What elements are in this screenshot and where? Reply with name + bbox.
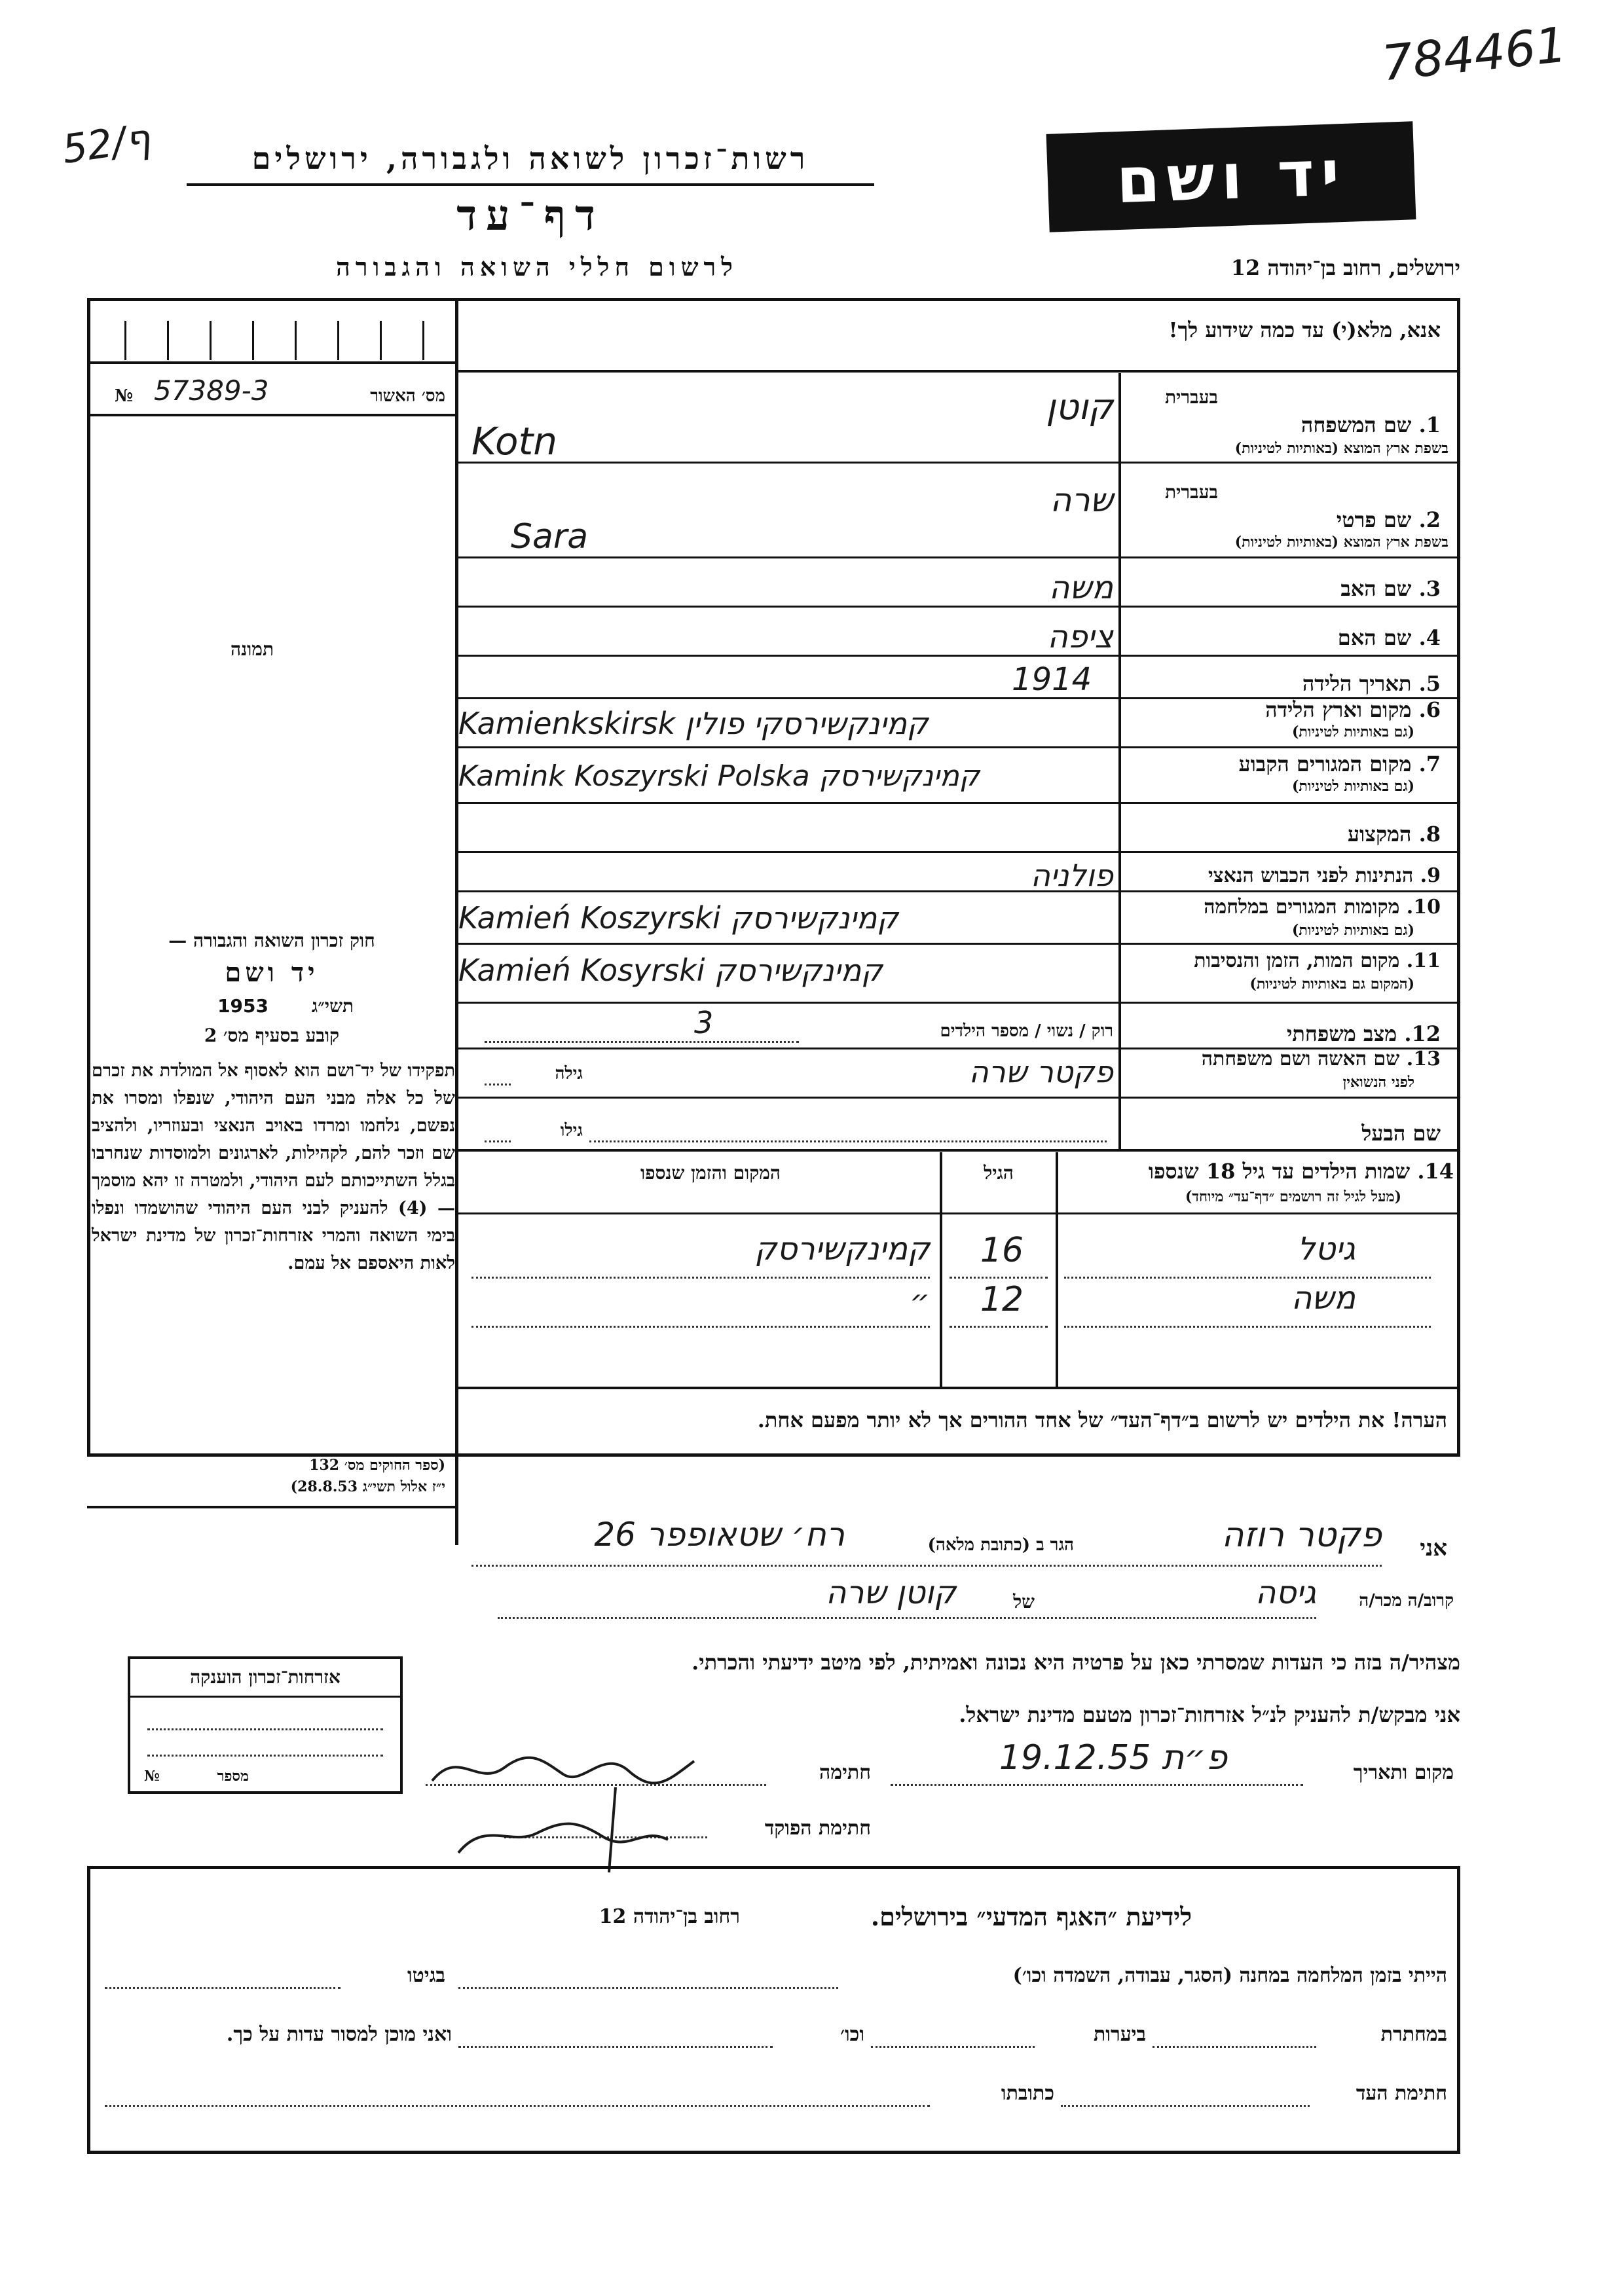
children-table-title: 14. שמות הילדים עד גיל 18 שנספו bbox=[1148, 1159, 1454, 1184]
f10-value: Kamień Koszyrski קמינקשירסק bbox=[458, 900, 898, 936]
children-table-note: (מעל לגיל זה רושמים ״דף־עד״ מיוחד) bbox=[1185, 1188, 1401, 1205]
f10-label: 10. מקומות המגורים במלחמה bbox=[1204, 896, 1441, 919]
husband-name-label: שם הבעל bbox=[1361, 1121, 1441, 1146]
declarant-i-label: אני bbox=[1420, 1535, 1447, 1561]
photo-label: תמונה bbox=[230, 638, 274, 660]
f4-value: ציפה bbox=[1047, 619, 1113, 655]
citizenship-number-label: מספר bbox=[217, 1768, 249, 1785]
f1-sub-label: בשפת ארץ המוצא (באותיות לטיניות) bbox=[1234, 440, 1449, 457]
scientific-dept-address: רחוב בן־יהודה 12 bbox=[599, 1905, 740, 1928]
intro-instruction: אנא, מלא(י) עד כמה שידוע לך! bbox=[1168, 318, 1441, 342]
form-subtitle: לרשום חללי השואה והגבורה bbox=[336, 252, 738, 282]
f9-value: פולניה bbox=[1030, 858, 1113, 893]
law-text: תפקידו של יד־ושם הוא לאסוף אל המולדת את זכרם של כל אלה מבני העם היהודי, שנפלו ומסרו את נפשם, נלחמו ומרדו באויב הנאצי ובעוזריו, ולהציב שם וזכר להם, לקהילות, לארגונים ולמוסדות שנחרבו בגלל השתייכותם לעם היהודי, ולמטרה זו יהא מוסמך — (4) להעניק לבני העם היהודי שהושמדו ונפלו בימי השואה והמרי אזרחות־זכרון של מדינת ישראל לאות היאספם אל עמם. bbox=[92, 1061, 455, 1273]
f7-label: 7. מקום המגורים הקבוע bbox=[1238, 752, 1441, 776]
f9-label: 9. הנתינות לפני הכבוש הנאצי bbox=[1208, 864, 1441, 887]
child-age: 16 bbox=[980, 1231, 1024, 1270]
f11-label: 11. מקום המות, הזמן והנסיבות bbox=[1194, 949, 1441, 972]
citizenship-box-title: אזרחות־זכרון הוענקה bbox=[190, 1666, 341, 1688]
f2-sub-label: בשפת ארץ המוצא (באותיות לטיניות) bbox=[1234, 534, 1449, 551]
relation-value: גיסה bbox=[1255, 1575, 1316, 1611]
place-date-value: פ״ת 19.12.55 bbox=[999, 1738, 1228, 1777]
f4-label: 4. שם האם bbox=[1337, 625, 1441, 650]
underground-label: במחתרת bbox=[1380, 2023, 1447, 2046]
children-col-place: המקום והזמן שנספו bbox=[640, 1162, 781, 1184]
law-name: יד ושם bbox=[225, 957, 319, 988]
signature-label: חתימה bbox=[819, 1761, 871, 1784]
f1-hebrew-value: קוטן bbox=[1046, 386, 1113, 428]
f5-label: 5. תאריך הלידה bbox=[1302, 671, 1441, 696]
f12-options: רוק / נשוי / מספר הילדים bbox=[940, 1021, 1113, 1041]
address-label: הגר ב (כתובת מלאה) bbox=[927, 1535, 1074, 1555]
f1-label: 1. שם המשפחה bbox=[1301, 412, 1441, 437]
children-col-age: הגיל bbox=[984, 1162, 1014, 1184]
law-citation-2: י״ז אלול תשי״ג 28.8.53) bbox=[290, 1478, 445, 1495]
f2-in-hebrew-label: בעברית bbox=[1164, 481, 1218, 503]
law-citation-1: (ספר החוקים מס׳ 132 bbox=[309, 1457, 445, 1474]
officer-signature-label: חתימת הפוקד bbox=[764, 1817, 871, 1840]
child-age: 12 bbox=[980, 1280, 1024, 1319]
f7-sub-label: (גם באותיות לטיניות) bbox=[1291, 778, 1414, 795]
law-year: 1953 bbox=[217, 995, 268, 1017]
f7-value: Kamink Koszyrski Polska קמינקשירסק bbox=[458, 759, 980, 793]
child-place: קמינקשירסק bbox=[754, 1231, 930, 1267]
f11-value: Kamień Kosyrski קמינקשירסק bbox=[458, 953, 883, 988]
law-title: חוק זכרון השואה והגבורה — bbox=[168, 930, 375, 951]
law-clause: קובע בסעיף מס׳ 2 bbox=[204, 1025, 340, 1046]
witness-address-label: כתובתו bbox=[1001, 2082, 1054, 2105]
place-date-label: מקום ותאריך bbox=[1353, 1761, 1454, 1784]
f3-value: משה bbox=[1049, 570, 1113, 606]
f12-children-count: 3 bbox=[694, 1005, 714, 1040]
f8-label: 8. המקצוע bbox=[1347, 822, 1441, 847]
relation-label: קרוב/ה מכר/ה bbox=[1359, 1591, 1454, 1611]
wife-age-label: גילה bbox=[555, 1064, 583, 1084]
citizenship-request: אני מבקש/ת להעניק לנ״ל אזרחות־זכרון מטעם מדינת ישראל. bbox=[959, 1702, 1460, 1727]
margin-record-number: 784461 bbox=[1379, 16, 1570, 92]
declarant-signature bbox=[419, 1722, 773, 1879]
declarant-address: רח׳ שטאופפר 26 bbox=[594, 1516, 845, 1554]
f6-sub-label: (גם באותיות לטיניות) bbox=[1291, 723, 1414, 740]
law-year-hebrew: תשי״ג bbox=[311, 995, 354, 1017]
approval-prefix: № bbox=[115, 386, 134, 406]
citizenship-number-prefix: № bbox=[144, 1768, 160, 1785]
etc-label: וכו׳ bbox=[840, 2023, 864, 2046]
f5-value: 1914 bbox=[1012, 661, 1092, 698]
witness-signature-label: חתימת העד bbox=[1356, 2082, 1447, 2105]
ghetto-label: בגיטו bbox=[407, 1964, 445, 1987]
f10-sub-label: (גם באותיות לטיניות) bbox=[1291, 922, 1414, 939]
approval-label: מס׳ האשור bbox=[370, 386, 445, 406]
approval-number: 57389-3 bbox=[154, 374, 269, 407]
child-name: גיטל bbox=[1297, 1231, 1356, 1267]
declaration-statement: מצהיר/ה בזה כי העדות שמסרתי כאן על פרטיה היא נכונה ואמיתית, לפי מיטב ידיעתי והכרתי. bbox=[692, 1650, 1460, 1675]
child-place: ״ bbox=[910, 1283, 930, 1320]
authority-name: רשות־זכרון לשואה ולגבורה, ירושלים bbox=[251, 141, 809, 176]
f1-in-hebrew-label: בעברית bbox=[1164, 386, 1218, 408]
f6-label: 6. מקום וארץ הלידה bbox=[1265, 697, 1441, 722]
f13-sub-label: לפני הנשואין bbox=[1342, 1074, 1414, 1091]
husband-age-label: גילו bbox=[560, 1121, 583, 1140]
of-value: קוטן שרה bbox=[825, 1575, 956, 1611]
f11-sub-label: (המקום גם באותיות לטיניות) bbox=[1249, 975, 1414, 993]
willing-to-testify-label: ואני מוכן למסור עדות על כך. bbox=[226, 2023, 452, 2046]
scientific-dept-title: לידיעת ״האגף המדעי״ בירושלים. bbox=[870, 1902, 1192, 1931]
children-remark: הערה! את הילדים יש לרשום ב״דף־העד״ של אחד ההורים אך לא יותר מפעם אחת. bbox=[757, 1408, 1447, 1432]
yad-vashem-logo bbox=[1046, 121, 1416, 232]
f1-latin-value: Kotn bbox=[471, 419, 557, 464]
f13-value: פקטר שרה bbox=[969, 1054, 1113, 1089]
of-label: של bbox=[1013, 1591, 1035, 1613]
camp-line-label: הייתי בזמן המלחמה במחנה (הסגר, עבודה, השמדה וכו׳) bbox=[1012, 1964, 1447, 1987]
f2-latin-value: Sara bbox=[511, 517, 589, 556]
logo-text: יד ושם bbox=[1115, 136, 1348, 218]
f2-label: 2. שם פרטי bbox=[1336, 507, 1441, 532]
f3-label: 3. שם האב bbox=[1340, 576, 1441, 601]
form-title: דף־עד bbox=[456, 191, 604, 240]
child-name: משה bbox=[1291, 1280, 1356, 1317]
forests-label: ביערות bbox=[1093, 2023, 1146, 2046]
header-address: ירושלים, רחוב בן־יהודה 12 bbox=[1230, 255, 1460, 280]
f12-label: 12. מצב משפחתי bbox=[1287, 1021, 1441, 1046]
f6-value: Kamienkskirsk קמינקשירסקי פולין bbox=[458, 706, 929, 741]
declarant-name: פקטר רוזה bbox=[1221, 1516, 1382, 1555]
margin-file-number: 52/ף bbox=[59, 115, 154, 173]
f13-label: 13. שם האשה ושם משפחתה bbox=[1201, 1048, 1441, 1070]
f2-hebrew-value: שרה bbox=[1050, 481, 1113, 519]
